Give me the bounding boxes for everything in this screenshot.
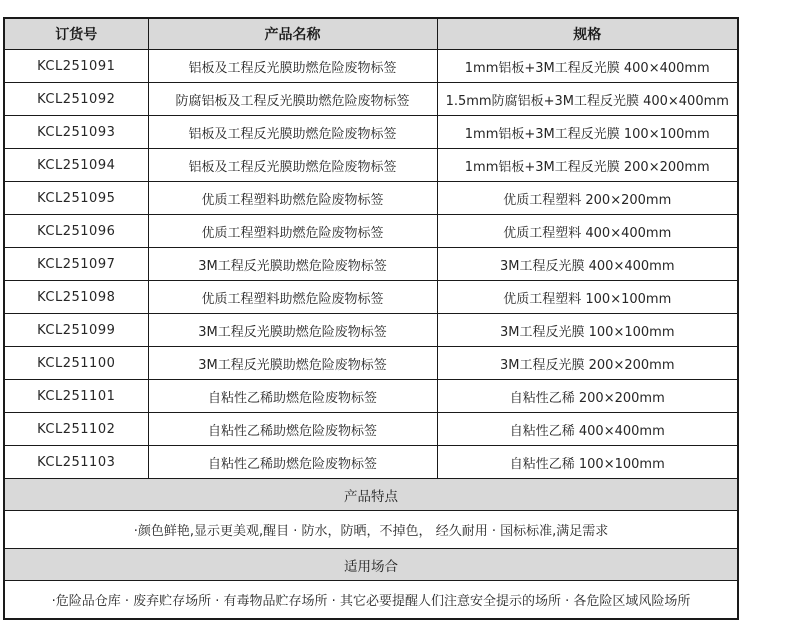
table-row [4, 380, 738, 413]
table-row [4, 83, 738, 116]
table-row [4, 116, 738, 149]
product-name-cell: 自粘性乙稀助燃危险废物标签 [148, 446, 437, 479]
col-header-product-name: 产品名称 [148, 18, 437, 50]
order-no-cell: KCL251092 [4, 83, 148, 116]
spec-cell: 3M工程反光膜 200×200mm [437, 347, 738, 380]
section-header-applicable-occasions [4, 549, 738, 581]
product-name-cell: 防腐铝板及工程反光膜助燃危险废物标签 [148, 83, 437, 116]
table-row [4, 50, 738, 83]
spec-cell: 自粘性乙稀 100×100mm [437, 446, 738, 479]
spec-cell: 自粘性乙稀 200×200mm [437, 380, 738, 413]
table-row [4, 281, 738, 314]
section-title: 产品特点 [4, 479, 738, 511]
table-row [4, 446, 738, 479]
section-header-product-features [4, 479, 738, 511]
product-name-cell: 铝板及工程反光膜助燃危险废物标签 [148, 50, 437, 83]
product-name-cell: 优质工程塑料助燃危险废物标签 [148, 281, 437, 314]
product-name-cell: 3M工程反光膜助燃危险废物标签 [148, 314, 437, 347]
table-row [4, 182, 738, 215]
col-header-order-no: 订货号 [4, 18, 148, 50]
order-no-cell: KCL251091 [4, 50, 148, 83]
product-name-cell: 铝板及工程反光膜助燃危险废物标签 [148, 116, 437, 149]
product-name-cell: 3M工程反光膜助燃危险废物标签 [148, 248, 437, 281]
product-name-cell: 铝板及工程反光膜助燃危险废物标签 [148, 149, 437, 182]
spec-cell: 1mm铝板+3M工程反光膜 100×100mm [437, 116, 738, 149]
spec-cell: 1.5mm防腐铝板+3M工程反光膜 400×400mm [437, 83, 738, 116]
product-spec-table [3, 17, 739, 620]
spec-cell: 3M工程反光膜 100×100mm [437, 314, 738, 347]
spec-cell: 优质工程塑料 200×200mm [437, 182, 738, 215]
order-no-cell: KCL251097 [4, 248, 148, 281]
order-no-cell: KCL251098 [4, 281, 148, 314]
table-row [4, 347, 738, 380]
table-row [4, 314, 738, 347]
spec-cell: 3M工程反光膜 400×400mm [437, 248, 738, 281]
order-no-cell: KCL251093 [4, 116, 148, 149]
spec-cell: 1mm铝板+3M工程反光膜 200×200mm [437, 149, 738, 182]
product-name-cell: 自粘性乙稀助燃危险废物标签 [148, 413, 437, 446]
spec-cell: 1mm铝板+3M工程反光膜 400×400mm [437, 50, 738, 83]
section-content-product-features [4, 511, 738, 549]
section-content-applicable-occasions [4, 581, 738, 620]
spec-cell: 优质工程塑料 400×400mm [437, 215, 738, 248]
table-row [4, 215, 738, 248]
table-row [4, 413, 738, 446]
order-no-cell: KCL251099 [4, 314, 148, 347]
spec-cell: 自粘性乙稀 400×400mm [437, 413, 738, 446]
table-row [4, 149, 738, 182]
order-no-cell: KCL251100 [4, 347, 148, 380]
col-header-spec: 规格 [437, 18, 738, 50]
spec-cell: 优质工程塑料 100×100mm [437, 281, 738, 314]
order-no-cell: KCL251103 [4, 446, 148, 479]
section-title: 适用场合 [4, 549, 738, 581]
product-name-cell: 3M工程反光膜助燃危险废物标签 [148, 347, 437, 380]
product-name-cell: 自粘性乙稀助燃危险废物标签 [148, 380, 437, 413]
order-no-cell: KCL251096 [4, 215, 148, 248]
section-text: ·危险品仓库 · 废弃贮存场所 · 有毒物品贮存场所 · 其它必要提醒人们注意安全提示的场所 · 各危险区域风险场所 [4, 581, 738, 620]
order-no-cell: KCL251094 [4, 149, 148, 182]
order-no-cell: KCL251102 [4, 413, 148, 446]
section-text: ·颜色鲜艳,显示更美观,醒目 · 防水，防晒，不掉色， 经久耐用 · 国标标准,满足需求 [4, 511, 738, 549]
order-no-cell: KCL251101 [4, 380, 148, 413]
order-no-cell: KCL251095 [4, 182, 148, 215]
table-row [4, 248, 738, 281]
product-name-cell: 优质工程塑料助燃危险废物标签 [148, 182, 437, 215]
table-header-row [4, 18, 738, 50]
product-name-cell: 优质工程塑料助燃危险废物标签 [148, 215, 437, 248]
